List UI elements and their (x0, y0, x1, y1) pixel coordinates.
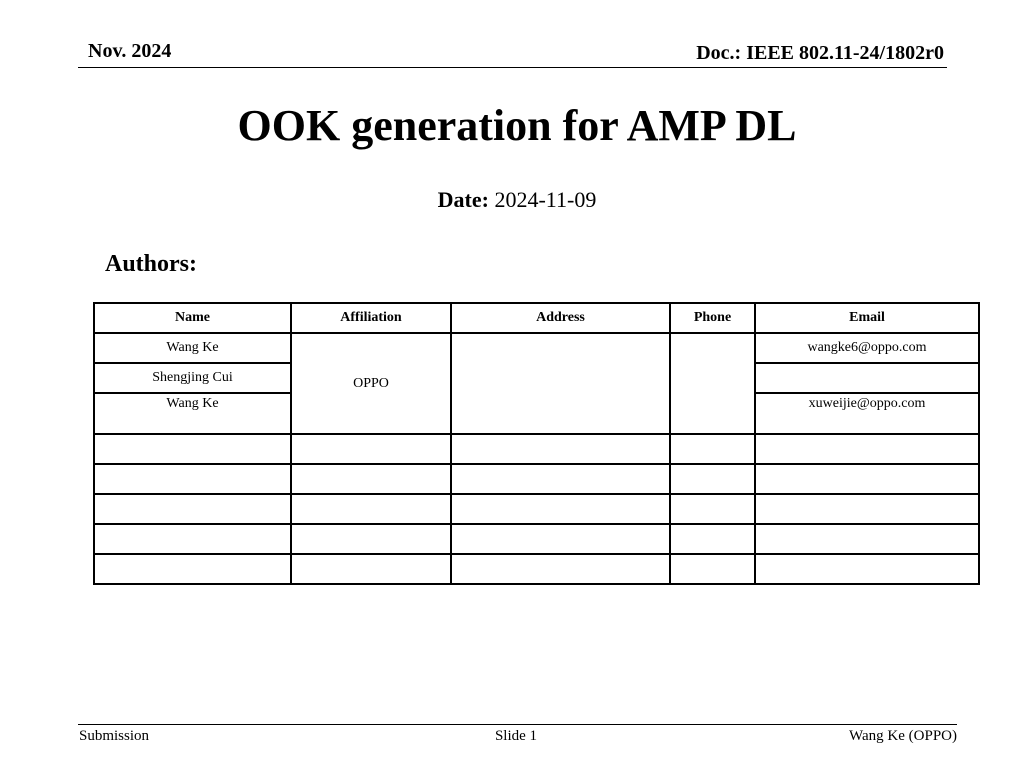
header-rule (78, 67, 947, 68)
table-row-empty (94, 434, 979, 464)
author-affiliation: OPPO (291, 333, 451, 434)
author-email (755, 363, 979, 393)
table-row-empty (94, 524, 979, 554)
date-value: 2024-11-09 (494, 187, 597, 212)
column-header-address: Address (451, 303, 670, 333)
footer-slide-number: Slide 1 (494, 728, 538, 744)
date-label: Date: (437, 187, 489, 212)
header-date: Nov. 2024 (88, 40, 172, 62)
table-row (94, 333, 979, 363)
author-name: Wang Ke (94, 333, 291, 363)
author-email: wangke6@oppo.com (755, 333, 979, 363)
header-doc-number: Doc.: IEEE 802.11-24/1802r0 (696, 42, 944, 64)
table-row-empty (94, 554, 979, 584)
column-header-name: Name (94, 303, 291, 333)
author-name: Shengjing Cui (94, 363, 291, 393)
footer-submission: Submission (79, 728, 150, 744)
authors-heading: Authors: (105, 251, 198, 277)
authors-table (93, 302, 980, 585)
column-header-affiliation: Affiliation (291, 303, 451, 333)
author-name: Wang Ke (94, 393, 291, 434)
author-address (451, 333, 670, 434)
slide-title: OOK generation for AMP DL (237, 101, 797, 150)
author-email: xuweijie@oppo.com (755, 393, 979, 434)
footer-rule (78, 724, 957, 725)
author-phone (670, 333, 755, 434)
footer-author: Wang Ke (OPPO) (849, 728, 957, 744)
column-header-phone: Phone (670, 303, 755, 333)
table-row-empty (94, 464, 979, 494)
column-header-email: Email (755, 303, 979, 333)
date-line (0, 187, 1024, 213)
table-header-row (94, 303, 979, 333)
table-row-empty (94, 494, 979, 524)
